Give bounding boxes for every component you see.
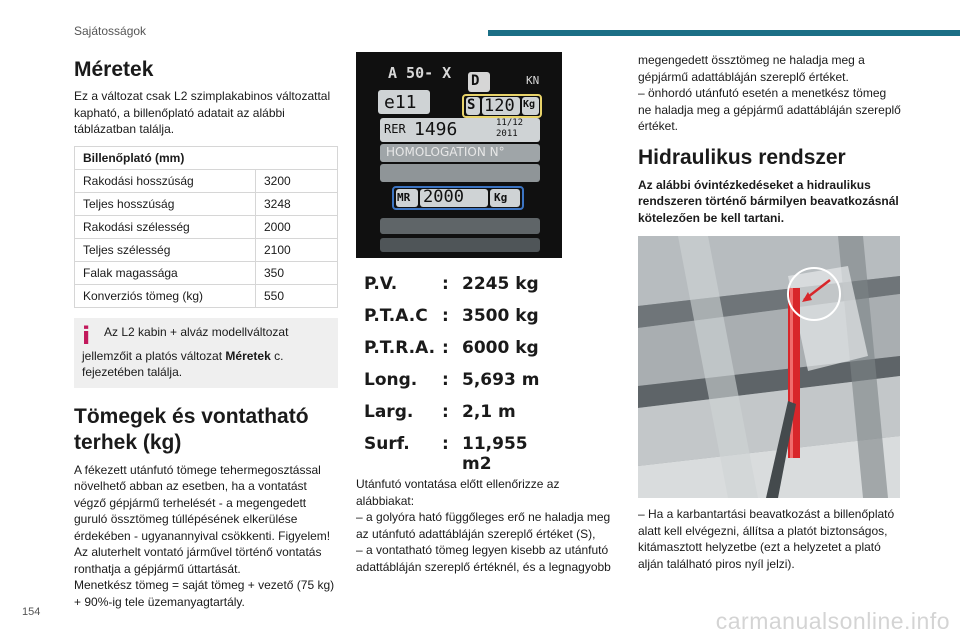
- watermark: carmanualsonline.info: [715, 608, 950, 634]
- info-text-end: c. fejezetében találja.: [82, 348, 284, 379]
- row-label: Teljes hosszúság: [75, 192, 256, 215]
- spec-row: [356, 396, 562, 428]
- row-value: 3248: [256, 192, 338, 215]
- plate-rer-value: 1496: [414, 119, 458, 140]
- spec-row: [356, 268, 562, 300]
- row-value: 2000: [256, 215, 338, 238]
- row-value: 550: [256, 284, 338, 307]
- plate-s-label: S: [467, 97, 476, 113]
- table-row: [75, 238, 338, 261]
- dimensions-intro: Ez a változat csak L2 szimplakabinos változattal kapható, a billenőplató adatait az alábbi táblázatban találja.: [74, 89, 331, 137]
- table-row: [75, 169, 338, 192]
- section-title: Sajátosságok: [74, 24, 147, 38]
- plate-d-label: D: [471, 73, 480, 89]
- plate-s-value: 120: [484, 96, 515, 116]
- dimensions-heading: Méretek: [74, 58, 154, 81]
- plate-e-value: e11: [384, 92, 417, 113]
- towing-bullet-2: – a vontatható tömeg legyen kisebb az utánfutó adattábláján szereplő értéknél, és a legnagyobb: [356, 543, 611, 574]
- spec-key: P.V.: [364, 274, 398, 294]
- spec-list: [356, 268, 562, 474]
- spec-key: P.T.A.C: [364, 306, 428, 326]
- spec-key: Larg.: [364, 402, 414, 422]
- spec-key: Long.: [364, 370, 418, 390]
- dimensions-table: [74, 146, 338, 308]
- row-label: Falak magassága: [75, 261, 256, 284]
- plate-kn-label: KN: [526, 74, 540, 87]
- plate-mr-label: MR: [397, 191, 411, 204]
- plate-date-1: 11/12: [496, 118, 524, 128]
- column-middle: [356, 52, 620, 575]
- spec-value: 2245 kg: [462, 274, 539, 294]
- info-bold-ref: Méretek: [225, 348, 271, 363]
- info-note: [74, 318, 338, 388]
- towing-bullet-1: – a golyóra ható függőleges erő ne haladja meg az utánfutó adattábláján szereplő értéket (S),: [356, 510, 611, 541]
- table-row: [75, 261, 338, 284]
- plate-homologation: HOMOLOGATION N°: [386, 145, 505, 159]
- spec-sep: :: [442, 274, 449, 294]
- spec-row: [356, 300, 562, 332]
- row-label: Rakodási hosszúság: [75, 169, 256, 192]
- row-label: Teljes szélesség: [75, 238, 256, 261]
- towing-continued: megengedett össztömeg ne haladja meg a gépjármű adattábláján szereplő értéket.: [638, 53, 865, 84]
- column-right: [638, 52, 902, 572]
- hydraulic-heading: Hidraulikus rendszer: [638, 145, 846, 169]
- plate-a-label: A 50- X: [388, 64, 452, 82]
- spec-sep: :: [442, 306, 449, 326]
- weights-body-2: Menetkész tömeg = saját tömeg + vezető (75 kg) + 90%-ig tele üzemanyagtartály.: [74, 578, 335, 609]
- spec-sep: :: [442, 402, 449, 422]
- spec-value: 11,955 m2: [462, 434, 528, 474]
- spec-sep: :: [442, 370, 449, 390]
- plate-rer-label: RER: [384, 122, 406, 136]
- page-number: 154: [22, 606, 41, 618]
- tipper-support-photo: [638, 236, 900, 498]
- spec-row: [356, 332, 562, 364]
- plate-mr-value: 2000: [423, 187, 464, 207]
- spec-value: 5,693 m: [462, 370, 540, 390]
- row-label: Rakodási szélesség: [75, 215, 256, 238]
- spec-value: 3500 kg: [462, 306, 539, 326]
- weights-heading: Tömegek és vontatható terhek (kg): [74, 404, 309, 454]
- row-value: 3200: [256, 169, 338, 192]
- towing-bullet-3: – önhordó utánfutó esetén a menetkész tömeg ne haladja meg a gépjármű adattábláján szereplő értéket.: [638, 86, 901, 133]
- weights-body: A fékezett utánfutó tömege tehermegosztással növelhető abban az esetben, ha a vontatást végző gépjármű terhelését - a megengedett guruló össztömeg túllépésének elkerülése érdekében - ugyanannyival csökkenti. Figyelem! Az aluterhelt vontató járművel történő vontatás ronthatja a gépjármű úttartását.: [74, 462, 331, 576]
- spec-row: [356, 428, 562, 474]
- plate-mr-unit: Kg: [494, 191, 508, 204]
- table-row: [75, 192, 338, 215]
- plate-s-unit: Kg: [523, 99, 536, 110]
- column-left: [74, 52, 338, 610]
- table-row: [75, 284, 338, 307]
- row-value: 350: [256, 261, 338, 284]
- plate-date-2: 2011: [496, 129, 518, 139]
- spec-value: 6000 kg: [462, 338, 539, 358]
- spec-row: [356, 364, 562, 396]
- towing-intro: Utánfutó vontatása előtt ellenőrizze az alábbiakat:: [356, 477, 560, 508]
- spec-value: 2,1 m: [462, 402, 516, 422]
- header-rule: [488, 30, 960, 36]
- info-icon: i: [82, 321, 91, 350]
- id-plate-image: [356, 52, 562, 258]
- spec-sep: :: [442, 434, 449, 454]
- hydraulic-bullet: – Ha a karbantartási beavatkozást a billenőplató alatt kell elvégezni, állítsa a platót biztonságos, kitámasztott helyzetbe (ezt a helyzetet a plató alján található piros nyíl jelzi).: [638, 507, 895, 571]
- table-row: [75, 215, 338, 238]
- table-header: Billenőplató (mm): [75, 146, 338, 169]
- info-text: Az L2 kabin + alváz modellváltozat jellemzőit a platós változat: [82, 324, 289, 363]
- spec-key: Surf.: [364, 434, 410, 454]
- tipper-underside-illustration: [638, 236, 900, 498]
- row-label: Konverziós tömeg (kg): [75, 284, 256, 307]
- hydraulic-intro: Az alábbi óvintézkedéseket a hidraulikus rendszeren történő bármilyen beavatkozásnál kötelezően be kell tartani.: [638, 177, 899, 225]
- spec-key: P.T.R.A.: [364, 338, 436, 358]
- spec-sep: :: [442, 338, 449, 358]
- row-value: 2100: [256, 238, 338, 261]
